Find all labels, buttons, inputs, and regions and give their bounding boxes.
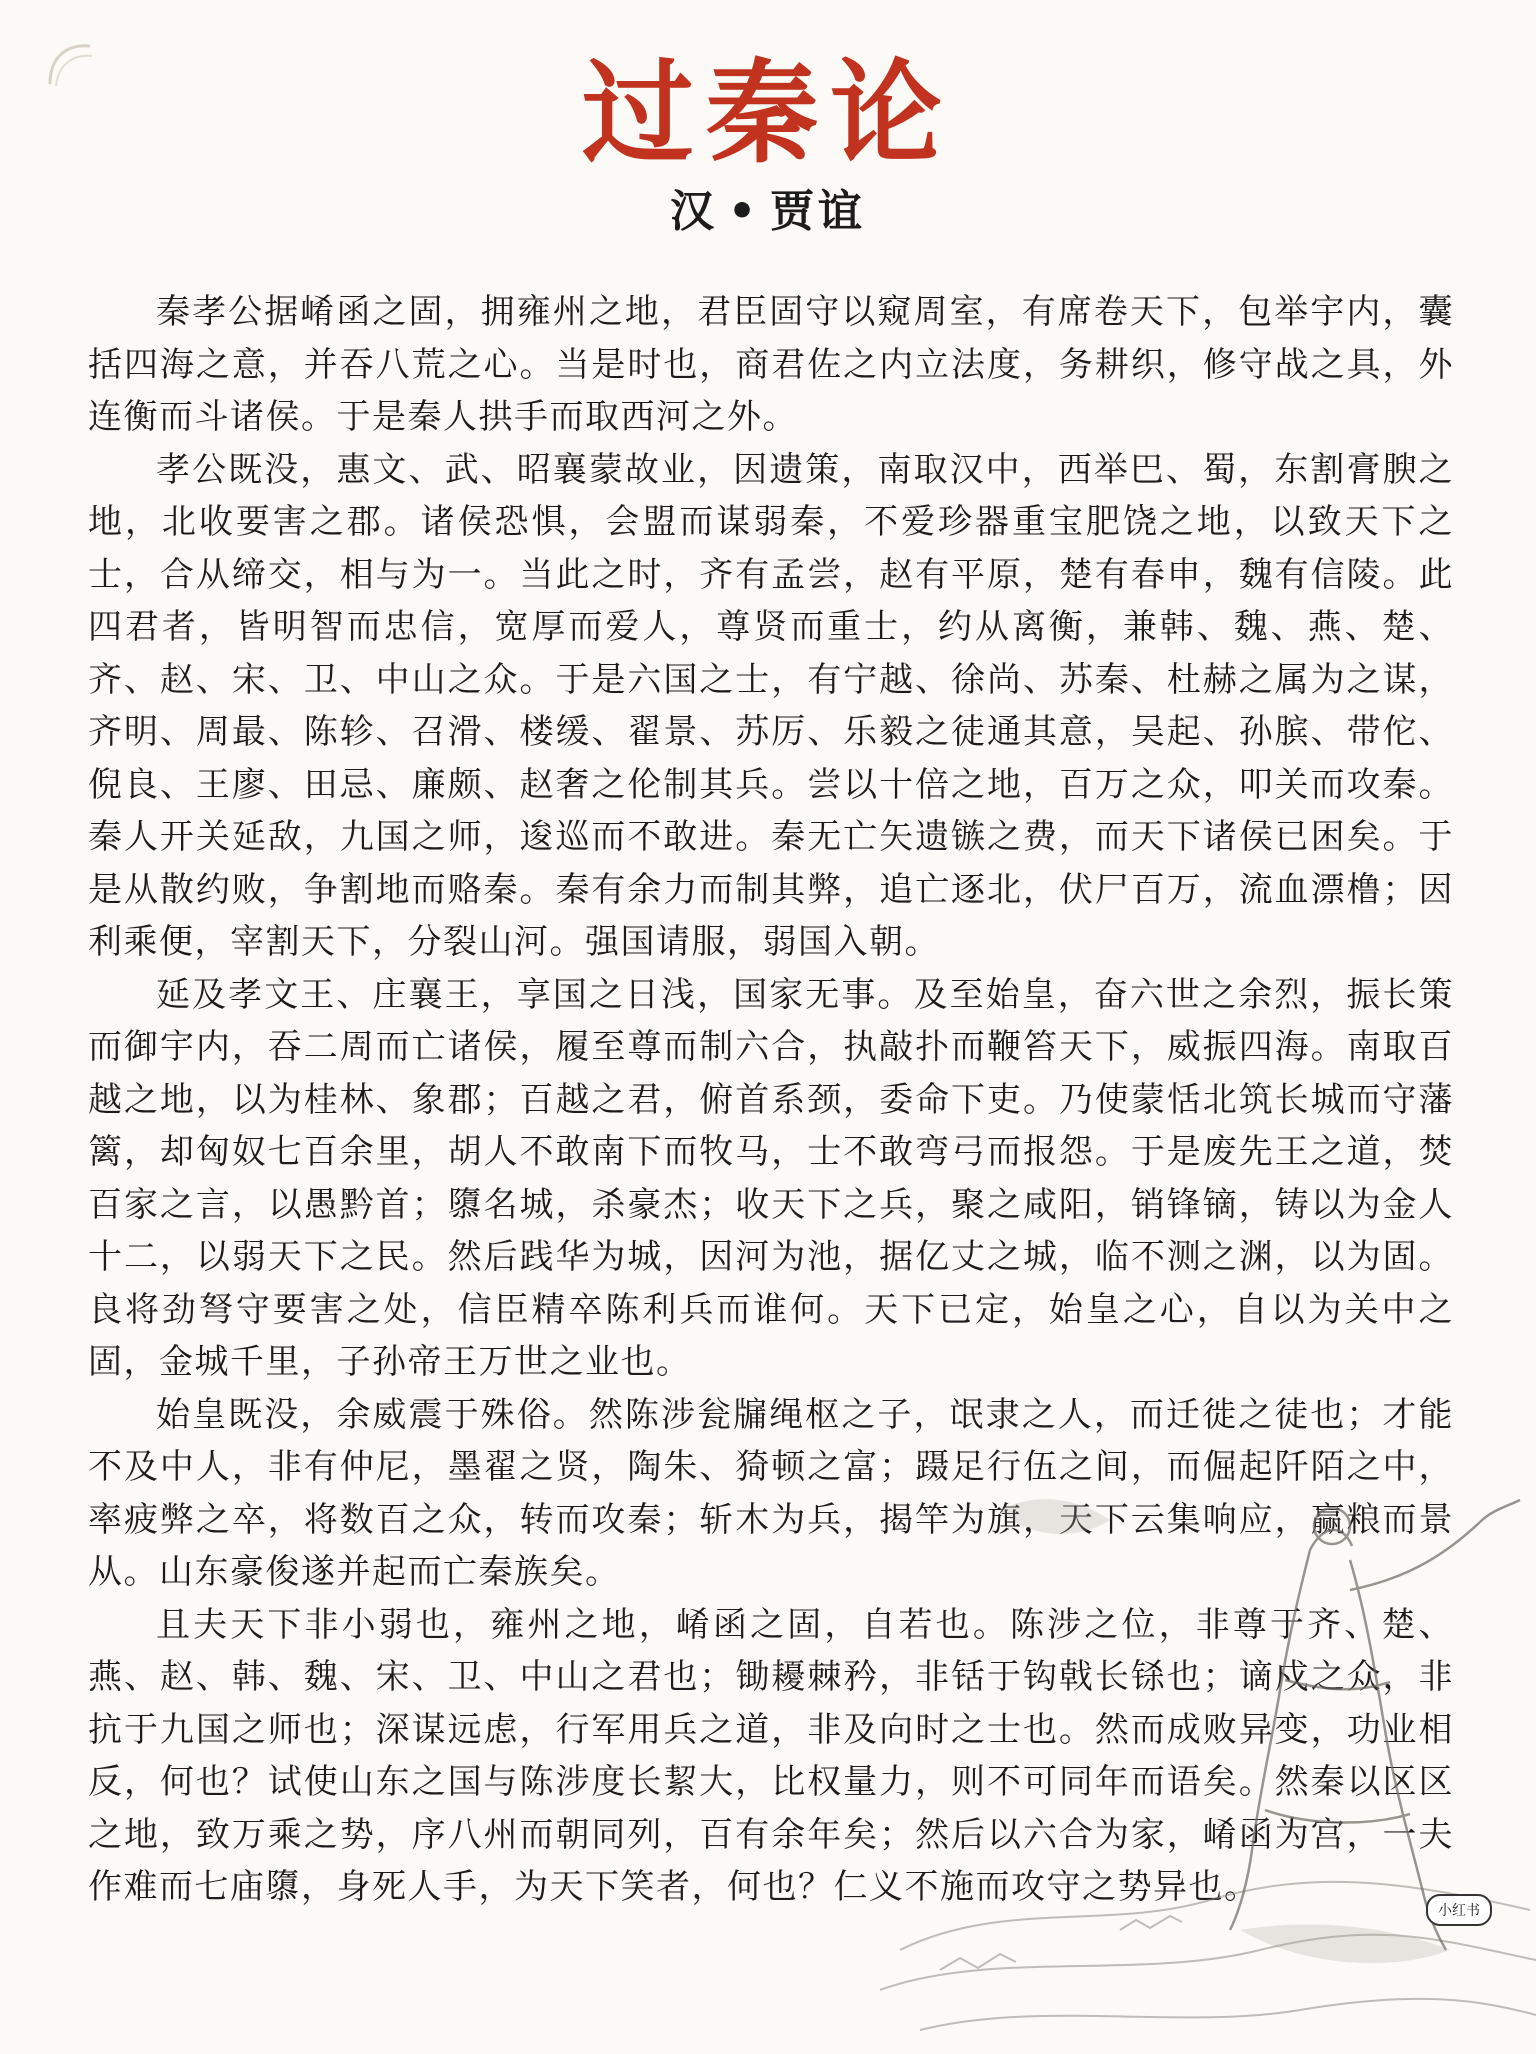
page-title: 过秦论 (582, 48, 954, 179)
author-name: 贾谊 (770, 186, 867, 237)
separator-dot: • (727, 186, 761, 237)
author-line (0, 186, 1536, 237)
source-badge: 小红书 (1426, 1894, 1492, 1926)
essay-body (88, 286, 1454, 1914)
paragraph-3: 延及孝文王、庄襄王，享国之日浅，国家无事。及至始皇，奋六世之余烈，振长策而御宇内，吞二周而亡诸侯，履至尊而制六合，执敲扑而鞭笞天下，威振四海。南取百越之地，以为桂林、象郡；百越之君，俯首系颈，委命下吏。乃使蒙恬北筑长城而守藩篱，却匈奴七百余里，胡人不敢南下而牧马，士不敢弯弓而报怨。于是废先王之道，焚百家之言，以愚黔首；隳名城，杀豪杰；收天下之兵，聚之咸阳，销锋镝，铸以为金人十二，以弱天下之民。然后践华为城，因河为池，据亿丈之城，临不测之渊，以为固。良将劲弩守要害之处，信臣精卒陈利兵而谁何。天下已定，始皇之心，自以为关中之固，金城千里，子孙帝王万世之业也。 (88, 974, 1454, 1382)
paragraph-4: 始皇既没，余威震于殊俗。然陈涉瓮牖绳枢之子，氓隶之人，而迁徙之徒也；才能不及中人，非有仲尼，墨翟之贤，陶朱、猗顿之富；蹑足行伍之间，而倔起阡陌之中，率疲弊之卒，将数百之众，转而攻秦；斩木为兵，揭竿为旗，天下云集响应，赢粮而景从。山东豪俊遂并起而亡秦族矣。 (88, 1394, 1454, 1592)
paragraph-5: 且夫天下非小弱也，雍州之地，崤函之固，自若也。陈涉之位，非尊于齐、楚、燕、赵、韩、魏、宋、卫、中山之君也；锄耰棘矜，非铦于钩戟长铩也；谪戍之众，非抗于九国之师也；深谋远虑，行军用兵之道，非及向时之士也。然而成败异变，功业相反，何也？试使山东之国与陈涉度长絜大，比权量力，则不可同年而语矣。然秦以区区之地，致万乘之势，序八州而朝同列，百有余年矣；然后以六合为家，崤函为宫，一夫作难而七庙隳，身死人手，为天下笑者，何也？仁义不施而攻守之势异也。 (88, 1604, 1454, 1907)
dynasty-label: 汉 (669, 186, 718, 237)
paragraph-2: 孝公既没，惠文、武、昭襄蒙故业，因遗策，南取汉中，西举巴、蜀，东割膏腴之地，北收要害之郡。诸侯恐惧，会盟而谋弱秦，不爱珍器重宝肥饶之地，以致天下之士，合从缔交，相与为一。当此之时，齐有孟尝，赵有平原，楚有春申，魏有信陵。此四君者，皆明智而忠信，宽厚而爱人，尊贤而重士，约从离衡，兼韩、魏、燕、楚、齐、赵、宋、卫、中山之众。于是六国之士，有宁越、徐尚、苏秦、杜赫之属为之谋，齐明、周最、陈轸、召滑、楼缓、翟景、苏厉、乐毅之徒通其意，吴起、孙膑、带佗、倪良、王廖、田忌、廉颇、赵奢之伦制其兵。尝以十倍之地，百万之众，叩关而攻秦。秦人开关延敌，九国之师，逡巡而不敢进。秦无亡矢遗镞之费，而天下诸侯已困矣。于是从散约败，争割地而赂秦。秦有余力而制其弊，追亡逐北，伏尸百万，流血漂橹；因利乘便，宰割天下，分裂山河。强国请服，弱国入朝。 (88, 449, 1454, 962)
paragraph-1: 秦孝公据崤函之固，拥雍州之地，君臣固守以窥周室，有席卷天下，包举宇内，囊括四海之意，并吞八荒之心。当是时也，商君佐之内立法度，务耕织，修守战之具，外连衡而斗诸侯。于是秦人拱手而取西河之外。 (88, 292, 1454, 437)
